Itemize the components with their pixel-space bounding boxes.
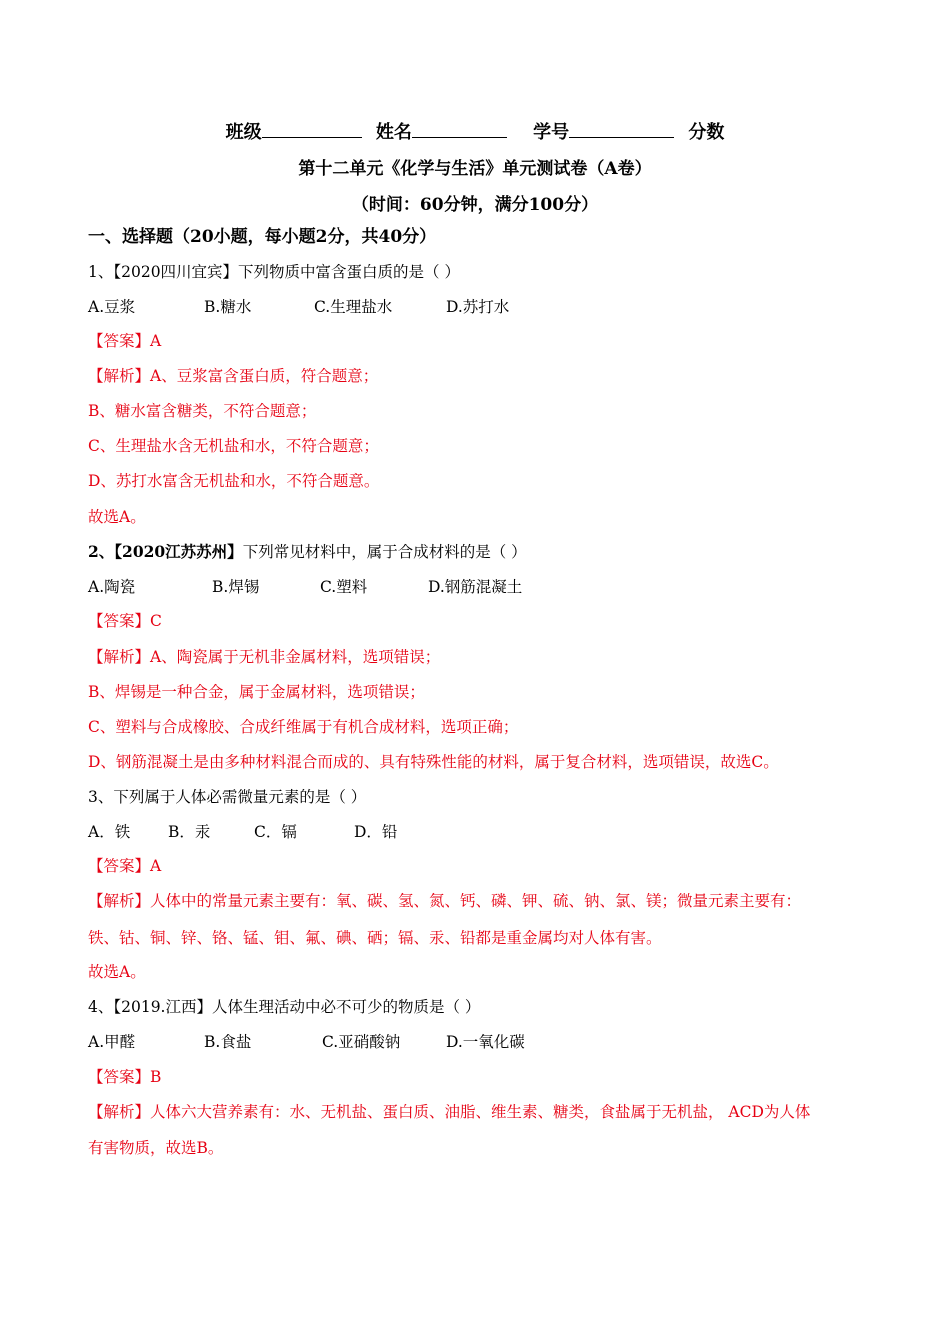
question-3-conclusion: 故选A。 [88, 963, 146, 981]
question-1-analysis-line: B、糖水富含糖类，不符合题意； [88, 402, 317, 420]
question-1-analysis-line: C、生理盐水含无机盐和水，不符合题意； [88, 437, 379, 455]
question-4-stem: 4、【2019.江西】人体生理活动中必不可少的物质是（ ） [88, 998, 481, 1016]
question-1-conclusion: 故选A。 [88, 508, 146, 526]
question-2-answer: 【答案】C [88, 612, 162, 630]
option-c: C.生理盐水 [314, 298, 393, 316]
question-4-analysis-line: 【解析】人体六大营养素有：水、无机盐、蛋白质、油脂、维生素、糖类，食盐属于无机盐， ACD为人体 [88, 1103, 811, 1121]
option-c: C．镉 [254, 823, 297, 841]
option-a: A.陶瓷 [88, 578, 136, 596]
question-1-analysis-line: 【解析】A、豆浆富含蛋白质，符合题意； [88, 367, 379, 385]
option-d: D.钢筋混凝土 [428, 578, 523, 596]
question-2-number: 2、 [88, 542, 115, 561]
question-2-analysis-line: C、塑料与合成橡胶、合成纤维属于有机合成材料，选项正确； [88, 718, 519, 736]
question-1-options [88, 297, 509, 317]
option-c: C.塑料 [320, 578, 368, 596]
name-label: 姓名 [375, 122, 412, 143]
option-b: B．汞 [168, 823, 211, 841]
class-blank[interactable] [262, 121, 362, 138]
question-2-analysis-line: B、焊锡是一种合金，属于金属材料，选项错误； [88, 683, 425, 701]
name-blank[interactable] [412, 121, 507, 138]
class-label: 班级 [225, 122, 262, 143]
score-label: 分数 [688, 122, 725, 143]
question-2-source-tag: 【2020江苏苏州】 [114, 542, 243, 561]
question-2-analysis-line: D、钢筋混凝土是由多种材料混合而成的、具有特殊性能的材料，属于复合材料，选项错误，故选C。 [88, 753, 779, 771]
question-2-text: 下列常见材料中，属于合成材料的是（ ） [242, 543, 527, 561]
question-1-analysis-line: D、苏打水富含无机盐和水，不符合题意。 [88, 472, 380, 490]
question-3-answer: 【答案】A [88, 857, 162, 875]
page-title: 第十二单元《化学与生活》单元测试卷（A卷） [298, 159, 652, 179]
question-1-answer: 【答案】A [88, 332, 162, 350]
question-2-analysis-line: 【解析】A、陶瓷属于无机非金属材料，选项错误； [88, 648, 441, 666]
student-info-line [0, 118, 950, 144]
option-b: B.糖水 [204, 298, 252, 316]
option-d: D.一氧化碳 [446, 1033, 525, 1051]
option-a: A.豆浆 [88, 298, 136, 316]
option-c: C.亚硝酸钠 [322, 1033, 401, 1051]
question-3-analysis-line: 【解析】人体中的常量元素主要有：氧、碳、氢、氮、钙、磷、钾、硫、钠、氯、镁；微量元素主要有： [88, 892, 802, 910]
section-heading: 一、选择题（20小题，每小题2分，共40分） [88, 227, 437, 247]
option-b: B.焊锡 [212, 578, 260, 596]
time-info: （时间：60分钟，满分100分） [351, 195, 599, 215]
option-d: D.苏打水 [446, 298, 510, 316]
option-d: D．铅 [354, 823, 398, 841]
option-a: A.甲醛 [88, 1033, 136, 1051]
question-3-options [88, 822, 397, 842]
id-label: 学号 [533, 122, 570, 143]
question-3-analysis-line: 铁、钴、铜、锌、铬、锰、钼、氟、碘、硒；镉、汞、铅都是重金属均对人体有害。 [88, 929, 662, 947]
question-4-answer: 【答案】B [88, 1068, 162, 1086]
question-3-stem: 3、下列属于人体必需微量元素的是（ ） [88, 788, 367, 806]
question-1-stem: 1、【2020四川宜宾】下列物质中富含蛋白质的是（ ） [88, 263, 460, 281]
question-4-analysis-line: 有害物质，故选B。 [88, 1139, 224, 1157]
question-2-stem [88, 542, 527, 562]
question-4-options [88, 1032, 525, 1052]
id-blank[interactable] [569, 121, 674, 138]
option-b: B.食盐 [204, 1033, 252, 1051]
question-2-options [88, 577, 522, 597]
option-a: A．铁 [88, 823, 131, 841]
